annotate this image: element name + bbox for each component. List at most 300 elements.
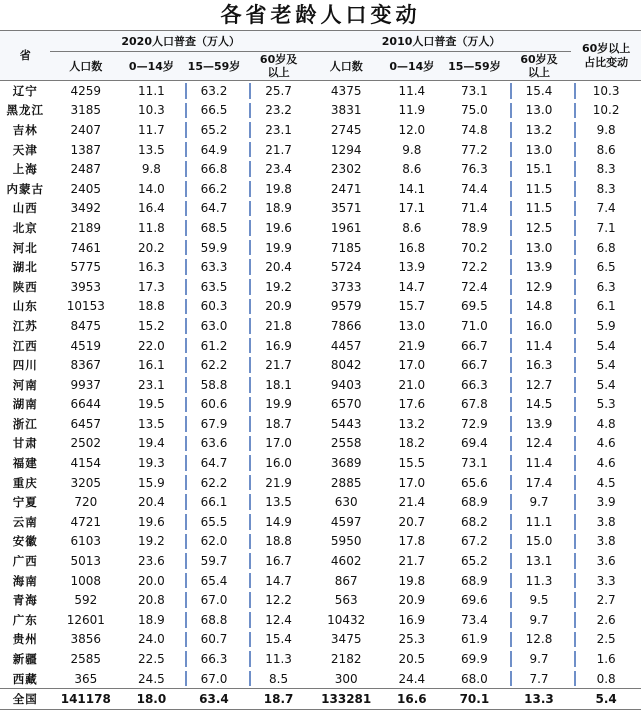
cell-age-60-plus-2020: [246, 257, 311, 277]
header-2020-age-60-plus: [246, 52, 311, 81]
cell-age-0-14-2010: 17.0: [398, 475, 426, 490]
cell-population-2020: 10153: [66, 299, 105, 314]
value-label: 65.5: [200, 514, 228, 529]
value-bar: [185, 181, 187, 197]
cell-share-change: [571, 101, 641, 121]
cell-age-0-14-2010: 11.4: [398, 83, 426, 98]
table-row: [0, 571, 641, 591]
value-bar: [510, 259, 512, 275]
value-bar: [510, 142, 512, 158]
cell-age-15-59-2010: 76.3: [461, 162, 488, 177]
value-bar: [249, 201, 251, 217]
table-row: [0, 277, 641, 297]
cell-age-0-14-2010: 17.0: [398, 358, 426, 373]
value-bar: [574, 494, 576, 510]
cell-population-2020: 365: [74, 671, 98, 686]
cell-age-15-59-2010: 73.4: [461, 612, 488, 627]
cell-population-2010: 10432: [327, 612, 366, 627]
value-label: 16.3: [525, 358, 553, 373]
value-bar: [574, 534, 576, 550]
table-row: [0, 492, 641, 512]
value-bar: [574, 357, 576, 373]
value-label: 7.7: [529, 671, 549, 686]
cell-age-60-plus-2020: [246, 297, 311, 317]
cell-age-60-plus-2010: [507, 630, 572, 650]
value-bar: [249, 240, 251, 256]
cell-share-change: [571, 434, 641, 454]
cell-age-60-plus-2010: [507, 199, 572, 219]
cell-age-0-14-2010: 9.8: [402, 142, 422, 157]
cell-age-60-plus-2010: [507, 551, 572, 571]
cell-age-60-plus-2020: [246, 277, 311, 297]
value-bar: [510, 338, 512, 354]
cell-age-0-14-2010: 20.5: [398, 652, 426, 667]
cell-age-60-plus-2010: [507, 492, 572, 512]
value-bar: [574, 161, 576, 177]
cell-age-15-59-2010: 70.2: [461, 240, 488, 255]
value-bar: [574, 279, 576, 295]
value-bar: [249, 142, 251, 158]
cell-age-60-plus-2020: [246, 532, 311, 552]
cell-share-change: [571, 453, 641, 473]
cell-age-15-59-2020: [182, 649, 247, 669]
cell-share-change: [571, 473, 641, 493]
cell-population-2010: 5724: [330, 260, 362, 275]
cell-age-60-plus-2010: [507, 179, 572, 199]
cell-population-2010: 6570: [330, 397, 362, 412]
value-label: 9.7: [529, 652, 549, 667]
table-row: [0, 414, 641, 434]
value-bar: [510, 318, 512, 334]
value-label: 15.1: [525, 162, 553, 177]
header-2020-age-15-59: 15—59岁: [182, 52, 247, 81]
value-bar: [185, 279, 187, 295]
value-bar: [249, 220, 251, 236]
cell-age-60-plus-2010: [507, 414, 572, 434]
value-bar: [510, 514, 512, 530]
cell-age-15-59-2010: 68.9: [461, 495, 488, 510]
cell-age-0-14-2020: 18.0: [121, 689, 182, 710]
cell-age-60-plus-2010: [507, 81, 572, 101]
value-label: 6.5: [596, 260, 616, 275]
header-share-change: [571, 31, 641, 81]
cell-population-2020: 9937: [70, 377, 102, 392]
value-label: 64.9: [200, 142, 228, 157]
cell-population-2020: 2407: [70, 122, 102, 137]
cell-population-2010: 2182: [330, 652, 362, 667]
value-label: 11.4: [525, 456, 553, 471]
table-row: [0, 355, 641, 375]
cell-age-15-59-2020: [182, 434, 247, 454]
cell-age-60-plus-2020: [246, 336, 311, 356]
value-label: 4.5: [596, 475, 616, 490]
value-label: 5.4: [596, 377, 616, 392]
table-row: [0, 669, 641, 689]
value-label: 20.4: [265, 260, 292, 275]
header-2010-population: 人口数: [311, 52, 382, 81]
cell-age-15-59-2020: [182, 101, 247, 121]
cell-age-0-14-2020: 24.5: [138, 671, 165, 686]
header-2010-age-0-14: 0—14岁: [382, 52, 443, 81]
table-row: [0, 336, 641, 356]
cell-province: 福建: [12, 456, 38, 471]
value-label: 19.2: [265, 279, 292, 294]
value-bar: [249, 397, 251, 413]
cell-age-15-59-2010: 69.4: [461, 436, 488, 451]
cell-share-change: [571, 218, 641, 238]
value-label: 67.9: [200, 416, 228, 431]
cell-age-60-plus-2010: [507, 218, 572, 238]
value-label: 11.3: [525, 573, 553, 588]
value-bar: [249, 494, 251, 510]
cell-age-60-plus-2020: [246, 120, 311, 140]
value-label: 59.9: [200, 240, 228, 255]
value-bar: [185, 573, 187, 589]
value-label: 11.4: [525, 338, 553, 353]
header-2010-age-60-plus-label: 60岁及以上: [520, 53, 558, 79]
value-label: 15.0: [525, 534, 553, 549]
cell-age-15-59-2020: [182, 630, 247, 650]
cell-age-15-59-2010: 67.2: [461, 534, 488, 549]
cell-age-60-plus-2020: [246, 199, 311, 219]
cell-province: 山东: [12, 299, 38, 314]
cell-population-2010: 1961: [330, 220, 362, 235]
header-province: 省: [0, 31, 50, 81]
table-row: [0, 257, 641, 277]
cell-age-0-14-2020: 22.0: [138, 338, 165, 353]
cell-population-2020: 8475: [70, 318, 102, 333]
table-row: [0, 512, 641, 532]
cell-age-0-14-2020: 19.4: [138, 436, 165, 451]
value-label: 65.2: [200, 122, 228, 137]
value-bar: [510, 671, 512, 687]
value-bar: [574, 436, 576, 452]
cell-share-change: 5.4: [571, 689, 641, 710]
cell-population-2010: 3571: [330, 201, 362, 216]
value-bar: [574, 397, 576, 413]
value-label: 5.3: [596, 397, 616, 412]
cell-population-2020: 3185: [70, 103, 102, 118]
cell-population-2020: 4259: [70, 83, 102, 98]
cell-age-0-14-2020: 11.7: [138, 122, 165, 137]
cell-age-60-plus-2010: [507, 159, 572, 179]
value-label: 16.7: [265, 554, 292, 569]
value-label: 23.1: [265, 122, 292, 137]
cell-age-0-14-2020: 22.5: [138, 652, 165, 667]
value-label: 11.5: [525, 181, 553, 196]
cell-share-change: [571, 610, 641, 630]
cell-age-15-59-2010: 69.5: [461, 299, 488, 314]
cell-age-60-plus-2010: [507, 297, 572, 317]
cell-age-60-plus-2010: [507, 257, 572, 277]
value-label: 18.9: [265, 201, 292, 216]
cell-population-2010: 867: [334, 573, 358, 588]
cell-age-0-14-2010: 20.7: [398, 514, 426, 529]
cell-share-change: [571, 669, 641, 689]
cell-population-2010: 5443: [330, 416, 362, 431]
page-title: 各省老龄人口变动: [220, 2, 421, 27]
cell-age-0-14-2020: 20.2: [138, 240, 165, 255]
cell-age-60-plus-2010: [507, 610, 572, 630]
value-bar: [185, 338, 187, 354]
value-bar: [574, 338, 576, 354]
header-census-2020: 2020人口普查（万人）: [50, 31, 310, 52]
table-row: [0, 101, 641, 121]
cell-population-2020: 7461: [70, 240, 102, 255]
cell-population-2010: 7866: [330, 318, 362, 333]
value-label: 63.2: [200, 83, 228, 98]
value-bar: [185, 671, 187, 687]
value-label: 12.2: [265, 593, 292, 608]
value-label: 8.3: [596, 181, 616, 196]
table-row: [0, 238, 641, 258]
cell-population-2010: 8042: [330, 358, 362, 373]
value-label: 14.5: [525, 397, 553, 412]
value-bar: [574, 475, 576, 491]
cell-age-60-plus-2010: [507, 453, 572, 473]
cell-age-15-59-2010: 78.9: [461, 220, 488, 235]
table-row: [0, 551, 641, 571]
cell-population-2010: 4597: [330, 514, 362, 529]
cell-age-0-14-2020: 13.5: [138, 142, 165, 157]
value-label: 64.7: [200, 201, 228, 216]
cell-province: 湖北: [12, 260, 38, 275]
value-bar: [185, 651, 187, 667]
cell-age-0-14-2020: 19.2: [138, 534, 165, 549]
cell-age-15-59-2010: 65.2: [461, 554, 488, 569]
value-bar: [510, 592, 512, 608]
cell-age-0-14-2020: 15.9: [138, 475, 165, 490]
value-bar: [510, 455, 512, 471]
value-bar: [574, 318, 576, 334]
cell-age-15-59-2020: [182, 669, 247, 689]
value-bar: [249, 357, 251, 373]
cell-age-15-59-2010: 71.0: [461, 318, 488, 333]
cell-age-60-plus-2010: [507, 512, 572, 532]
value-bar: [510, 632, 512, 648]
cell-age-60-plus-2010: [507, 355, 572, 375]
value-bar: [574, 573, 576, 589]
cell-age-0-14-2020: 18.9: [138, 612, 165, 627]
value-label: 21.7: [265, 358, 292, 373]
cell-province: 江苏: [12, 318, 38, 333]
cell-population-2020: 1387: [70, 142, 102, 157]
cell-age-60-plus-2020: [246, 630, 311, 650]
value-bar: [574, 122, 576, 138]
value-label: 14.8: [525, 299, 553, 314]
value-label: 18.1: [265, 377, 292, 392]
value-label: 8.6: [596, 142, 616, 157]
value-bar: [510, 436, 512, 452]
cell-age-0-14-2010: 13.2: [398, 416, 426, 431]
table-row: [0, 179, 641, 199]
value-bar: [510, 612, 512, 628]
cell-population-2010: 3475: [330, 632, 362, 647]
cell-province: 湖南: [12, 397, 38, 412]
cell-age-15-59-2010: 73.1: [461, 83, 488, 98]
cell-province: 云南: [12, 514, 38, 529]
value-bar: [249, 103, 251, 119]
cell-age-60-plus-2010: [507, 120, 572, 140]
cell-age-15-59-2020: [182, 316, 247, 336]
value-label: 2.6: [596, 612, 616, 627]
value-label: 58.8: [200, 377, 228, 392]
cell-age-0-14-2010: 21.9: [398, 338, 426, 353]
cell-province: 安徽: [12, 534, 38, 549]
cell-province: 黑龙江: [6, 103, 44, 118]
cell-age-15-59-2010: 68.0: [461, 671, 488, 686]
cell-age-15-59-2020: [182, 140, 247, 160]
value-bar: [574, 632, 576, 648]
cell-share-change: [571, 277, 641, 297]
cell-share-change: [571, 512, 641, 532]
cell-age-0-14-2020: 11.8: [138, 220, 165, 235]
value-label: 13.9: [525, 260, 553, 275]
value-label: 10.3: [592, 83, 620, 98]
value-label: 65.4: [200, 573, 228, 588]
value-label: 12.5: [525, 220, 553, 235]
header-share-change-label: 60岁以上占比变动: [581, 41, 631, 69]
value-label: 7.4: [596, 201, 616, 216]
cell-age-60-plus-2020: [246, 101, 311, 121]
cell-share-change: [571, 140, 641, 160]
value-bar: [510, 83, 512, 99]
cell-province: 河北: [12, 240, 38, 255]
value-bar: [574, 592, 576, 608]
value-label: 6.3: [596, 279, 616, 294]
value-label: 16.0: [265, 456, 292, 471]
value-bar: [185, 455, 187, 471]
value-bar: [510, 103, 512, 119]
cell-age-0-14-2020: 16.1: [138, 358, 165, 373]
value-label: 2.5: [596, 632, 616, 647]
value-label: 60.3: [200, 299, 228, 314]
cell-age-60-plus-2020: [246, 571, 311, 591]
value-label: 25.7: [265, 83, 292, 98]
cell-province: 天津: [12, 142, 38, 157]
value-label: 60.7: [200, 632, 228, 647]
value-bar: [574, 651, 576, 667]
value-bar: [185, 220, 187, 236]
value-label: 21.8: [265, 318, 292, 333]
cell-age-15-59-2010: 66.7: [461, 338, 488, 353]
value-label: 0.8: [596, 671, 616, 686]
value-bar: [185, 592, 187, 608]
value-label: 9.8: [596, 122, 616, 137]
cell-age-15-59-2020: 63.4: [182, 689, 247, 710]
cell-age-15-59-2020: [182, 297, 247, 317]
cell-age-60-plus-2020: [246, 669, 311, 689]
header-2010-age-60-plus: [507, 52, 572, 81]
cell-age-0-14-2010: 21.7: [398, 554, 426, 569]
value-bar: [510, 573, 512, 589]
value-label: 16.9: [265, 338, 292, 353]
value-bar: [185, 632, 187, 648]
cell-age-15-59-2020: [182, 355, 247, 375]
header-2020-population: 人口数: [50, 52, 121, 81]
cell-population-2010: 2302: [330, 162, 362, 177]
value-bar: [185, 103, 187, 119]
cell-age-60-plus-2020: [246, 238, 311, 258]
value-label: 12.9: [525, 279, 553, 294]
value-label: 13.5: [265, 495, 292, 510]
cell-age-0-14-2020: 14.0: [138, 181, 165, 196]
value-bar: [185, 397, 187, 413]
cell-age-0-14-2020: 16.3: [138, 260, 165, 275]
table-row: [0, 649, 641, 669]
cell-age-0-14-2020: 10.3: [138, 103, 165, 118]
value-bar: [574, 220, 576, 236]
value-label: 62.0: [200, 534, 228, 549]
cell-age-15-59-2020: [182, 551, 247, 571]
value-bar: [510, 475, 512, 491]
cell-age-0-14-2010: 8.6: [402, 162, 422, 177]
value-bar: [249, 553, 251, 569]
cell-population-2020: 2487: [70, 162, 102, 177]
cell-age-15-59-2010: 75.0: [461, 103, 488, 118]
cell-age-60-plus-2010: [507, 140, 572, 160]
value-label: 5.9: [596, 318, 616, 333]
value-label: 68.8: [200, 612, 228, 627]
value-label: 5.4: [596, 358, 616, 373]
value-label: 19.9: [265, 240, 292, 255]
cell-share-change: [571, 336, 641, 356]
cell-age-60-plus-2020: [246, 159, 311, 179]
value-label: 4.6: [596, 456, 616, 471]
value-bar: [510, 416, 512, 432]
cell-age-0-14-2020: 20.0: [138, 573, 165, 588]
value-bar: [185, 475, 187, 491]
value-bar: [574, 455, 576, 471]
cell-population-2020: 2189: [70, 220, 102, 235]
cell-age-0-14-2020: 9.8: [141, 162, 161, 177]
table-row: [0, 434, 641, 454]
cell-province: 内蒙古: [6, 181, 44, 196]
cell-age-60-plus-2020: 18.7: [246, 689, 311, 710]
value-label: 64.7: [200, 456, 228, 471]
cell-age-0-14-2010: 25.3: [398, 632, 426, 647]
cell-age-15-59-2020: [182, 571, 247, 591]
value-bar: [574, 514, 576, 530]
value-label: 12.4: [265, 612, 292, 627]
value-bar: [185, 83, 187, 99]
cell-age-0-14-2010: 16.8: [398, 240, 426, 255]
cell-age-0-14-2010: 19.8: [398, 573, 426, 588]
cell-age-60-plus-2010: [507, 571, 572, 591]
cell-age-0-14-2010: 17.8: [398, 534, 426, 549]
cell-province: 海南: [12, 573, 38, 588]
cell-age-0-14-2020: 17.3: [138, 279, 165, 294]
value-bar: [185, 201, 187, 217]
cell-share-change: [571, 238, 641, 258]
cell-province: 西藏: [12, 671, 38, 686]
table-row: [0, 532, 641, 552]
cell-age-0-14-2010: 18.2: [398, 436, 426, 451]
value-label: 67.0: [200, 671, 228, 686]
cell-age-15-59-2010: 72.9: [461, 416, 488, 431]
cell-age-60-plus-2020: [246, 610, 311, 630]
value-bar: [185, 240, 187, 256]
header-census-2010: 2010人口普查（万人）: [311, 31, 571, 52]
cell-population-2020: 3953: [70, 279, 102, 294]
cell-age-60-plus-2010: 13.3: [507, 689, 572, 710]
value-label: 12.4: [525, 436, 553, 451]
cell-age-60-plus-2020: [246, 649, 311, 669]
value-label: 4.6: [596, 436, 616, 451]
cell-population-2020: 3492: [70, 201, 102, 216]
cell-share-change: [571, 199, 641, 219]
cell-age-60-plus-2020: [246, 375, 311, 395]
